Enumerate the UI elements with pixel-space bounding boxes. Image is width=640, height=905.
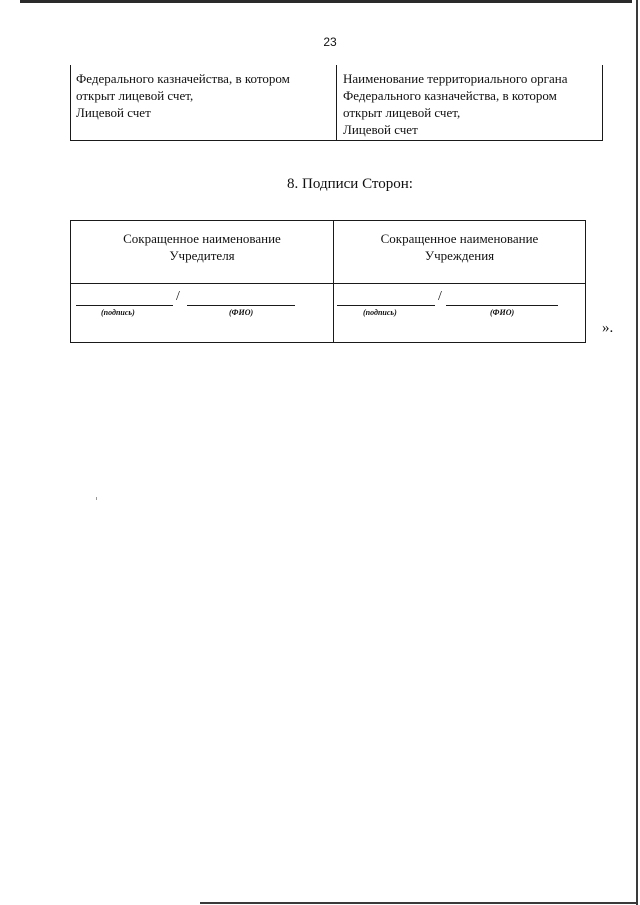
founder-signature-line[interactable] (76, 305, 173, 306)
heading-line: Учредителя (169, 248, 235, 263)
heading-line: Сокращенное наименование (380, 231, 539, 246)
name-caption: (ФИО) (229, 308, 254, 317)
text-line: открыт лицевой счет, (343, 105, 461, 120)
page-number: 23 (323, 35, 337, 49)
founder-heading (71, 221, 334, 284)
account-details-cell-founder (71, 65, 337, 140)
account-details-cell-institution (337, 65, 602, 140)
signature-caption: (подпись) (101, 308, 135, 317)
signature-separator: / (438, 289, 442, 304)
signature-caption: (подпись) (363, 308, 397, 317)
name-caption: (ФИО) (490, 308, 515, 317)
institution-name-line[interactable] (446, 305, 558, 306)
account-details-table (70, 65, 603, 141)
founder-name-line[interactable] (187, 305, 295, 306)
page-edge-top (20, 0, 632, 3)
heading-line: Сокращенное наименование (123, 231, 281, 246)
heading-line: Учреждения (424, 248, 495, 263)
text-line: Лицевой счет (76, 105, 151, 120)
institution-signature-line[interactable] (337, 305, 435, 306)
page-edge-right (636, 0, 638, 905)
text-line: Лицевой счет (343, 122, 418, 137)
text-line: открыт лицевой счет, (76, 88, 194, 103)
text-line: Федерального казначейства, в котором (343, 88, 557, 103)
institution-signature-block (334, 284, 585, 342)
institution-heading (334, 221, 585, 284)
section-title: 8. Подписи Сторон: (287, 176, 413, 192)
signature-separator: / (176, 289, 180, 304)
text-line: Наименование территориального органа (343, 71, 568, 86)
scan-speck (96, 497, 97, 500)
closing-quote: ». (602, 320, 614, 336)
page-edge-bottom (200, 902, 636, 904)
text-line: Федерального казначейства, в котором (76, 71, 290, 86)
signatures-table (70, 220, 586, 343)
founder-signature-block (71, 284, 334, 342)
